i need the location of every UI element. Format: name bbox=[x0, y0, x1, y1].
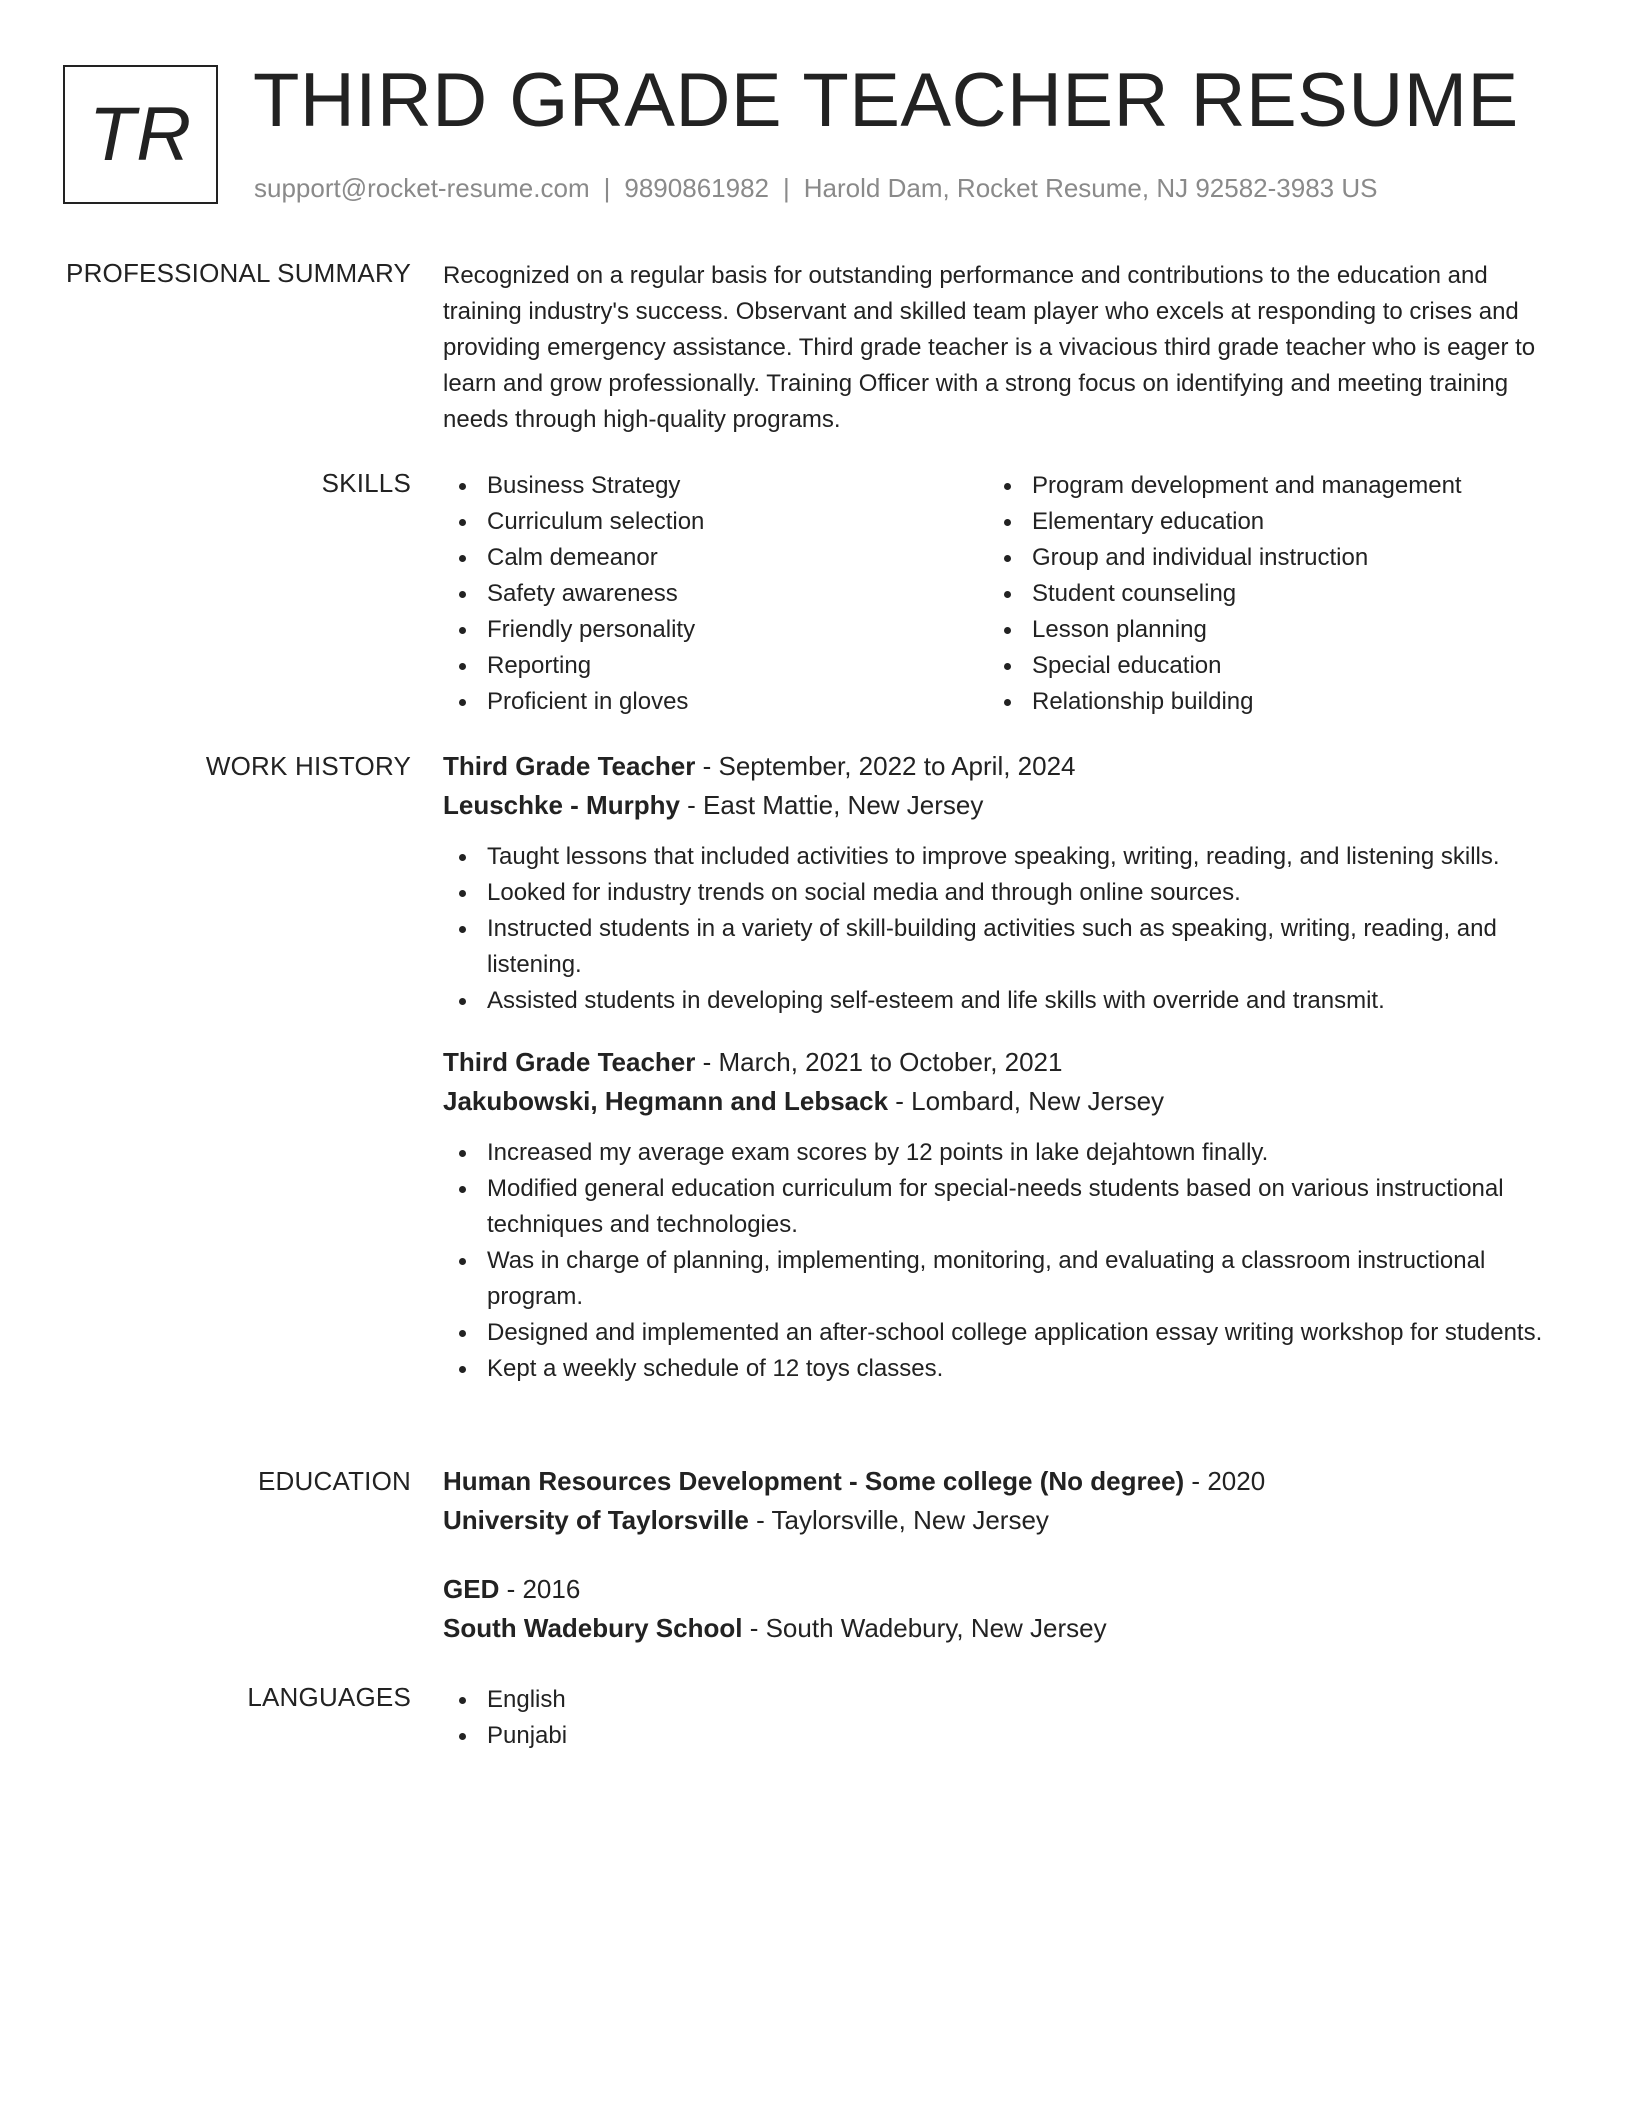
languages-body bbox=[443, 1682, 1553, 1754]
education-entry bbox=[443, 1570, 1553, 1648]
skill-item: Curriculum selection bbox=[487, 504, 988, 540]
education-entry bbox=[443, 1462, 1553, 1540]
education-label: EDUCATION bbox=[258, 1466, 411, 1496]
education-location: Taylorsville, New Jersey bbox=[771, 1505, 1049, 1535]
job-dates: March, 2021 to October, 2021 bbox=[718, 1047, 1063, 1077]
education-year: 2016 bbox=[522, 1574, 581, 1604]
summary-text: Recognized on a regular basis for outstanding performance and contributions to the education and training industry's success. Observant and skilled team player who excels at responding to crises and providing emergency assistance. Third grade teacher is a vivacious third grade teacher who is eager to learn and grow professionally. Training Officer with a strong focus on identifying and meeting training needs through high-quality programs. bbox=[443, 262, 1536, 433]
education-school: South Wadebury School bbox=[443, 1613, 743, 1643]
education-year: 2020 bbox=[1207, 1466, 1266, 1496]
language-item: Punjabi bbox=[487, 1718, 1553, 1754]
skill-item: Lesson planning bbox=[1032, 612, 1533, 648]
job-location: East Mattie, New Jersey bbox=[703, 790, 984, 820]
skills-grid bbox=[443, 468, 1553, 720]
skills-list-left bbox=[443, 468, 988, 720]
contact-address: Harold Dam, Rocket Resume, NJ 92582-3983 US bbox=[803, 173, 1378, 203]
skill-item: Safety awareness bbox=[487, 576, 988, 612]
job-company-line: Jakubowski, Hegmann and Lebsack - Lombard, New Jersey bbox=[443, 1086, 1165, 1116]
job-duty: Was in charge of planning, implementing, monitoring, and evaluating a classroom instructional program. bbox=[487, 1243, 1553, 1315]
job-title: Third Grade Teacher bbox=[443, 1047, 696, 1077]
skills-body bbox=[443, 468, 1553, 720]
contact-phone: 9890861982 bbox=[624, 173, 769, 203]
job-entry bbox=[443, 1043, 1553, 1387]
education-body bbox=[443, 1462, 1553, 1678]
summary-label: PROFESSIONAL SUMMARY bbox=[66, 258, 411, 288]
job-duty: Increased my average exam scores by 12 points in lake dejahtown finally. bbox=[487, 1135, 1553, 1171]
contact-separator: | bbox=[783, 173, 790, 203]
work-history-body bbox=[443, 747, 1553, 1411]
skill-item: Reporting bbox=[487, 648, 988, 684]
education-location: South Wadebury, New Jersey bbox=[765, 1613, 1107, 1643]
education-degree: GED bbox=[443, 1574, 500, 1604]
language-item: English bbox=[487, 1682, 1553, 1718]
job-title: Third Grade Teacher bbox=[443, 751, 696, 781]
job-duty: Instructed students in a variety of skill-building activities such as speaking, writing, reading, and listening. bbox=[487, 911, 1553, 983]
job-duties bbox=[443, 839, 1553, 1019]
skill-item: Calm demeanor bbox=[487, 540, 988, 576]
skills-column-right bbox=[988, 468, 1533, 720]
skill-item: Group and individual instruction bbox=[1032, 540, 1533, 576]
skill-item: Business Strategy bbox=[487, 468, 988, 504]
skill-item: Special education bbox=[1032, 648, 1533, 684]
skill-item: Elementary education bbox=[1032, 504, 1533, 540]
job-dates: September, 2022 to April, 2024 bbox=[718, 751, 1076, 781]
skill-item: Relationship building bbox=[1032, 684, 1533, 720]
monogram-box bbox=[63, 65, 218, 204]
resume-title: THIRD GRADE TEACHER RESUME bbox=[253, 58, 1519, 143]
skill-item: Proficient in gloves bbox=[487, 684, 988, 720]
work-history-label: WORK HISTORY bbox=[205, 751, 411, 781]
education-degree-line: Human Resources Development - Some college (No degree) - 2020 bbox=[443, 1466, 1266, 1496]
resume-header bbox=[63, 58, 1563, 215]
job-company: Jakubowski, Hegmann and Lebsack bbox=[443, 1086, 889, 1116]
job-duties bbox=[443, 1135, 1553, 1387]
skills-label: SKILLS bbox=[321, 468, 411, 498]
education-school-line: University of Taylorsville - Taylorsville, New Jersey bbox=[443, 1505, 1049, 1535]
contact-separator: | bbox=[603, 173, 611, 203]
education-degree: Human Resources Development - Some college (No degree) bbox=[443, 1466, 1185, 1496]
skill-item: Student counseling bbox=[1032, 576, 1533, 612]
education-school-line: South Wadebury School - South Wadebury, New Jersey bbox=[443, 1613, 1107, 1643]
job-duty: Modified general education curriculum for special-needs students based on various instructional techniques and technologies. bbox=[487, 1171, 1553, 1243]
job-entry bbox=[443, 747, 1553, 1019]
job-duty: Designed and implemented an after-school college application essay writing workshop for students. bbox=[487, 1315, 1553, 1351]
contact-line bbox=[254, 173, 1377, 204]
job-title-line: Third Grade Teacher - March, 2021 to October, 2021 bbox=[443, 1047, 1063, 1077]
skills-column-left bbox=[443, 468, 988, 720]
job-location: Lombard, New Jersey bbox=[911, 1086, 1165, 1116]
skill-item: Program development and management bbox=[1032, 468, 1533, 504]
languages-label: LANGUAGES bbox=[247, 1682, 411, 1712]
summary-body bbox=[443, 258, 1553, 438]
job-company: Leuschke - Murphy bbox=[443, 790, 680, 820]
languages-list bbox=[443, 1682, 1553, 1754]
job-duty: Taught lessons that included activities to improve speaking, writing, reading, and listening skills. bbox=[487, 839, 1553, 875]
job-title-line: Third Grade Teacher - September, 2022 to April, 2024 bbox=[443, 751, 1076, 781]
education-degree-line: GED - 2016 bbox=[443, 1574, 581, 1604]
job-duty: Looked for industry trends on social media and through online sources. bbox=[487, 875, 1553, 911]
job-duty: Assisted students in developing self-esteem and life skills with override and transmit. bbox=[487, 983, 1553, 1019]
education-school: University of Taylorsville bbox=[443, 1505, 749, 1535]
monogram-initials: TR bbox=[88, 92, 193, 177]
contact-email: support@rocket-resume.com bbox=[254, 173, 590, 203]
job-duty: Kept a weekly schedule of 12 toys classes. bbox=[487, 1351, 1553, 1387]
job-company-line: Leuschke - Murphy - East Mattie, New Jersey bbox=[443, 790, 984, 820]
skills-list-right bbox=[988, 468, 1533, 720]
skill-item: Friendly personality bbox=[487, 612, 988, 648]
